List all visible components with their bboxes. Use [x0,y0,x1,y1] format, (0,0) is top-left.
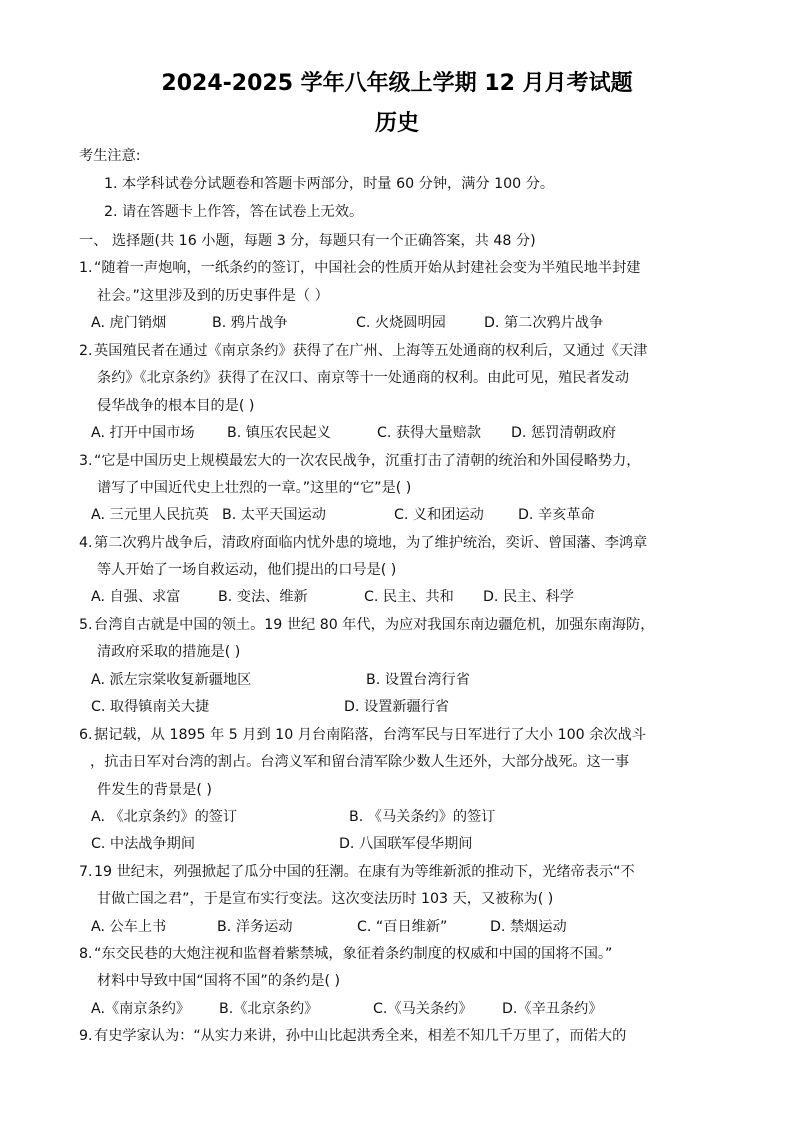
question-number: 4. [79,535,93,551]
option-c: C.《马关条约》 [373,1001,473,1017]
question-number: 1. [79,260,93,276]
option-c: C. “百日维新” [357,919,448,935]
question-number: 7. [79,864,93,880]
option-c: C. 取得镇南关大捷 [91,699,210,715]
question-text: 甘做亡国之君”，于是宣布实行变法。这次变法历时 103 天，又被称为( ) [97,891,554,907]
question-text: 谱写了中国近代史上壮烈的一章。”这里的“它”是( ) [97,480,412,496]
option-a: A. 三元里人民抗英 [91,507,209,523]
option-b: B. 鸦片战争 [212,315,288,331]
section-heading: 一、 选择题(共 16 小题，每题 3 分，每题只有一个正确答案，共 48 分) [79,233,536,249]
option-a: A.《南京条约》 [91,1001,191,1017]
question-text: “东交民巷的大炮注视和监督着紫禁城，象征着条约制度的权威和中国的国将不国。” [94,946,613,962]
option-b: B. 《马关条约》的签订 [349,809,496,825]
option-c: C. 民主、共和 [364,589,454,605]
option-d: D.《辛丑条约》 [502,1001,603,1017]
exam-subject: 历史 [374,111,419,136]
option-d: D. 禁烟运动 [490,919,567,935]
notice-item-1: 1. 本学科试卷分试题卷和答题卡两部分，时量 60 分钟，满分 100 分。 [104,176,555,192]
option-c: C. 义和团运动 [394,507,484,523]
option-c: C. 获得大量赔款 [377,425,482,441]
question-text: ，抗击日军对台湾的割占。台湾义军和留台清军除少数人生还外，大部分战死。这一事 [90,754,630,770]
option-a: A. 虎门销烟 [91,315,167,331]
question-text: 有史学家认为：“从实力来讲，孙中山比起洪秀全来，相差不知几千万里了，而偌大的 [94,1028,627,1044]
question-text: 清政府采取的措施是( ) [97,644,241,660]
option-d: D. 第二次鸦片战争 [484,315,604,331]
question-text: 侵华战争的根本目的是( ) [97,398,255,414]
question-text: 条约》《北京条约》获得了在汉口、南京等十一处通商的权利。由此可见，殖民者发动 [97,370,630,386]
question-text: 台湾自古就是中国的领土。19 世纪 80 年代，为应对我国东南边疆危机，加强东南海防， [94,617,655,633]
question-number: 6. [79,727,93,743]
option-c: C. 中法战争期间 [91,836,196,852]
question-number: 5. [79,617,93,633]
question-text: 材料中导致中国“国将不国”的条约是( ) [97,973,341,989]
option-a: A. 《北京条约》的签订 [91,809,238,825]
question-text: 件发生的背景是( ) [97,782,212,798]
question-text: 第二次鸦片战争后，清政府面临内忧外患的境地，为了维护统治，奕䜣、曾国藩、李鸿章 [94,535,648,551]
option-b: B. 太平天国运动 [222,507,326,523]
question-text: 社会。”这里涉及到的历史事件是（ ） [97,288,329,304]
option-a: A. 派左宗棠收复新疆地区 [91,672,252,688]
question-number: 8. [79,946,93,962]
option-d: D. 设置新疆行省 [344,699,450,715]
option-d: D. 辛亥革命 [518,507,595,523]
option-b: B. 洋务运动 [217,919,293,935]
notice-heading: 考生注意: [79,148,141,164]
option-a: A. 公车上书 [91,919,167,935]
notice-item-2: 2. 请在答题卡上作答，答在试卷上无效。 [104,204,364,220]
question-number: 2. [79,343,93,359]
question-text: 据记载，从 1895 年 5 月到 10 月台南陷落，台湾军民与日军进行了大小 100 余次战斗 [94,727,646,743]
option-d: D. 八国联军侵华期间 [339,836,473,852]
question-text: “它是中国历史上规模最宏大的一次农民战争，沉重打击了清朝的统治和外国侵略势力， [94,453,641,469]
question-text: 英国殖民者在通过《南京条约》获得了在广州、上海等五处通商的权利后，又通过《天津 [94,343,648,359]
option-b: B. 镇压农民起义 [227,425,331,441]
option-b: B. 设置台湾行省 [366,672,470,688]
option-a: A. 自强、求富 [91,589,181,605]
option-d: D. 民主、科学 [483,589,574,605]
option-d: D. 惩罚清朝政府 [511,425,617,441]
question-number: 3. [79,453,93,469]
exam-title: 2024-2025 学年八年级上学期 12 月月考试题 [161,71,633,96]
option-c: C. 火烧圆明园 [356,315,446,331]
question-text: “随着一声炮响，一纸条约的签订，中国社会的性质开始从封建社会变为半殖民地半封建 [94,260,641,276]
question-number: 9. [79,1028,93,1044]
question-text: 19 世纪末，列强掀起了瓜分中国的狂潮。在康有为等维新派的推动下，光绪帝表示“不 [94,864,635,880]
option-b: B.《北京条约》 [219,1001,319,1017]
option-a: A. 打开中国市场 [91,425,195,441]
question-text: 等人开始了一场自救运动，他们提出的口号是( ) [97,562,397,578]
option-b: B. 变法、维新 [218,589,308,605]
